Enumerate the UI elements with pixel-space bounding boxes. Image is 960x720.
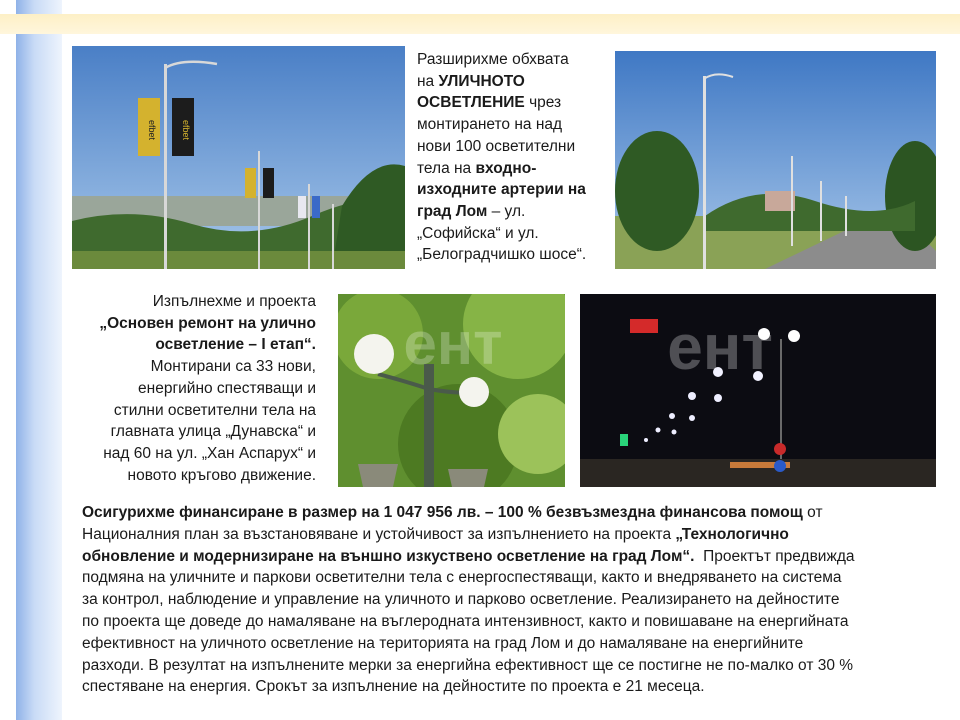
text-line [417,158,617,180]
text-span: монтирането на над [417,116,563,134]
text-span: тела на [417,159,476,177]
top-decorative-band [0,14,960,34]
banner-text: efbet [147,119,157,141]
text-line [417,244,617,266]
text-span: подмяна на уличните и паркови осветителни тела с енергоспестяващи, както и внедряването на система [82,569,842,587]
photo-night-street [580,294,936,487]
text-span: за контрол, наблюдение и управление на уличното и парково осветление. Реализирането на дейностите [82,591,840,609]
bold-text: входно- [475,159,537,177]
text-line [82,633,952,655]
text-line [417,114,617,136]
text-line [417,92,617,114]
text-line [417,49,617,71]
text-line [417,201,617,223]
text-line [80,356,316,378]
bold-text: град Лом [417,202,488,220]
text-line [82,546,952,568]
text-line [417,71,617,93]
text-line [80,465,316,487]
bold-text: обновление и модернизиране на външно изкуствено осветление на град Лом“. [82,547,695,565]
text-line [82,655,952,677]
bold-text: „Основен ремонт на улично [99,314,316,332]
text-span: – ул. [487,202,526,220]
paragraph-repair-project [80,291,316,486]
bold-text: изходните артерии на [417,181,586,199]
text-span: от [802,504,823,521]
text-line [82,611,952,633]
text-line [82,567,952,589]
paragraph-financing [82,502,952,698]
text-line [82,502,952,524]
text-span: ефективност на уличното осветление на територията на град Лом и до намаляване на енергийните [82,634,804,652]
text-line [417,179,617,201]
photo-road-lampposts [615,51,936,269]
bold-text: УЛИЧНОТО [438,72,525,90]
text-line [82,524,952,546]
text-span: Разширихме обхвата [417,51,569,68]
text-span: енергийно спестяващи и [138,379,316,397]
text-line [417,223,617,245]
text-span: спестяване на енергия. Срокът за изпълнение на дейностите по проекта е 21 месеца. [82,678,705,696]
text-line [80,291,316,313]
text-span: главната улица „Дунавска“ и [110,423,316,441]
text-line [80,334,316,356]
text-span: Изпълнехме и проекта [152,293,316,310]
text-line [417,136,617,158]
paragraph-street-lighting [417,49,617,266]
text-span: по проекта ще доведе до намаляване на въглеродната интензивност, както и повишаване на енергийната [82,612,849,630]
watermark-text: ент [403,310,503,377]
text-span: на [417,72,439,90]
text-line [80,313,316,335]
bold-text: „Технологично [675,525,789,543]
text-line [82,676,952,698]
watermark-text: ент [667,311,773,383]
bold-text: Осигурихме финансиране в размер на 1 047 956 лв. – 100 % безвъзмездна финансова помощ [82,504,803,521]
text-line [80,443,316,465]
text-span: чрез [524,94,562,112]
text-span: новото кръгово движение. [127,466,316,484]
text-span: „Софийска“ и ул. [417,224,539,242]
text-line [82,589,952,611]
text-span: Монтирани са 33 нови, [150,358,316,376]
text-line [80,378,316,400]
text-span: Националния план за възстановяване и устойчивост за изпълнението на проекта [82,525,676,543]
bold-text: осветление – I етап“. [155,336,316,354]
banner-text: efbet [181,119,191,141]
text-span: нови 100 осветителни [417,137,576,155]
text-line [80,400,316,422]
photo-decorative-lanterns [338,294,565,487]
text-span: разходи. В резултат на изпълнените мерки за енергийна ефективност ще се постигне не по-малко от 30 % [82,656,854,674]
text-span: над 60 на ул. „Хан Аспарух“ и [103,444,316,462]
photo-street-banners [72,46,405,269]
left-decorative-bar [16,0,62,720]
text-span: „Белоградчишко шосе“. [417,246,587,264]
text-span: стилни осветителни тела на [113,401,316,419]
bold-text: ОСВЕТЛЕНИЕ [417,94,525,112]
text-line [80,421,316,443]
text-span: Проектът предвижда [694,547,855,565]
